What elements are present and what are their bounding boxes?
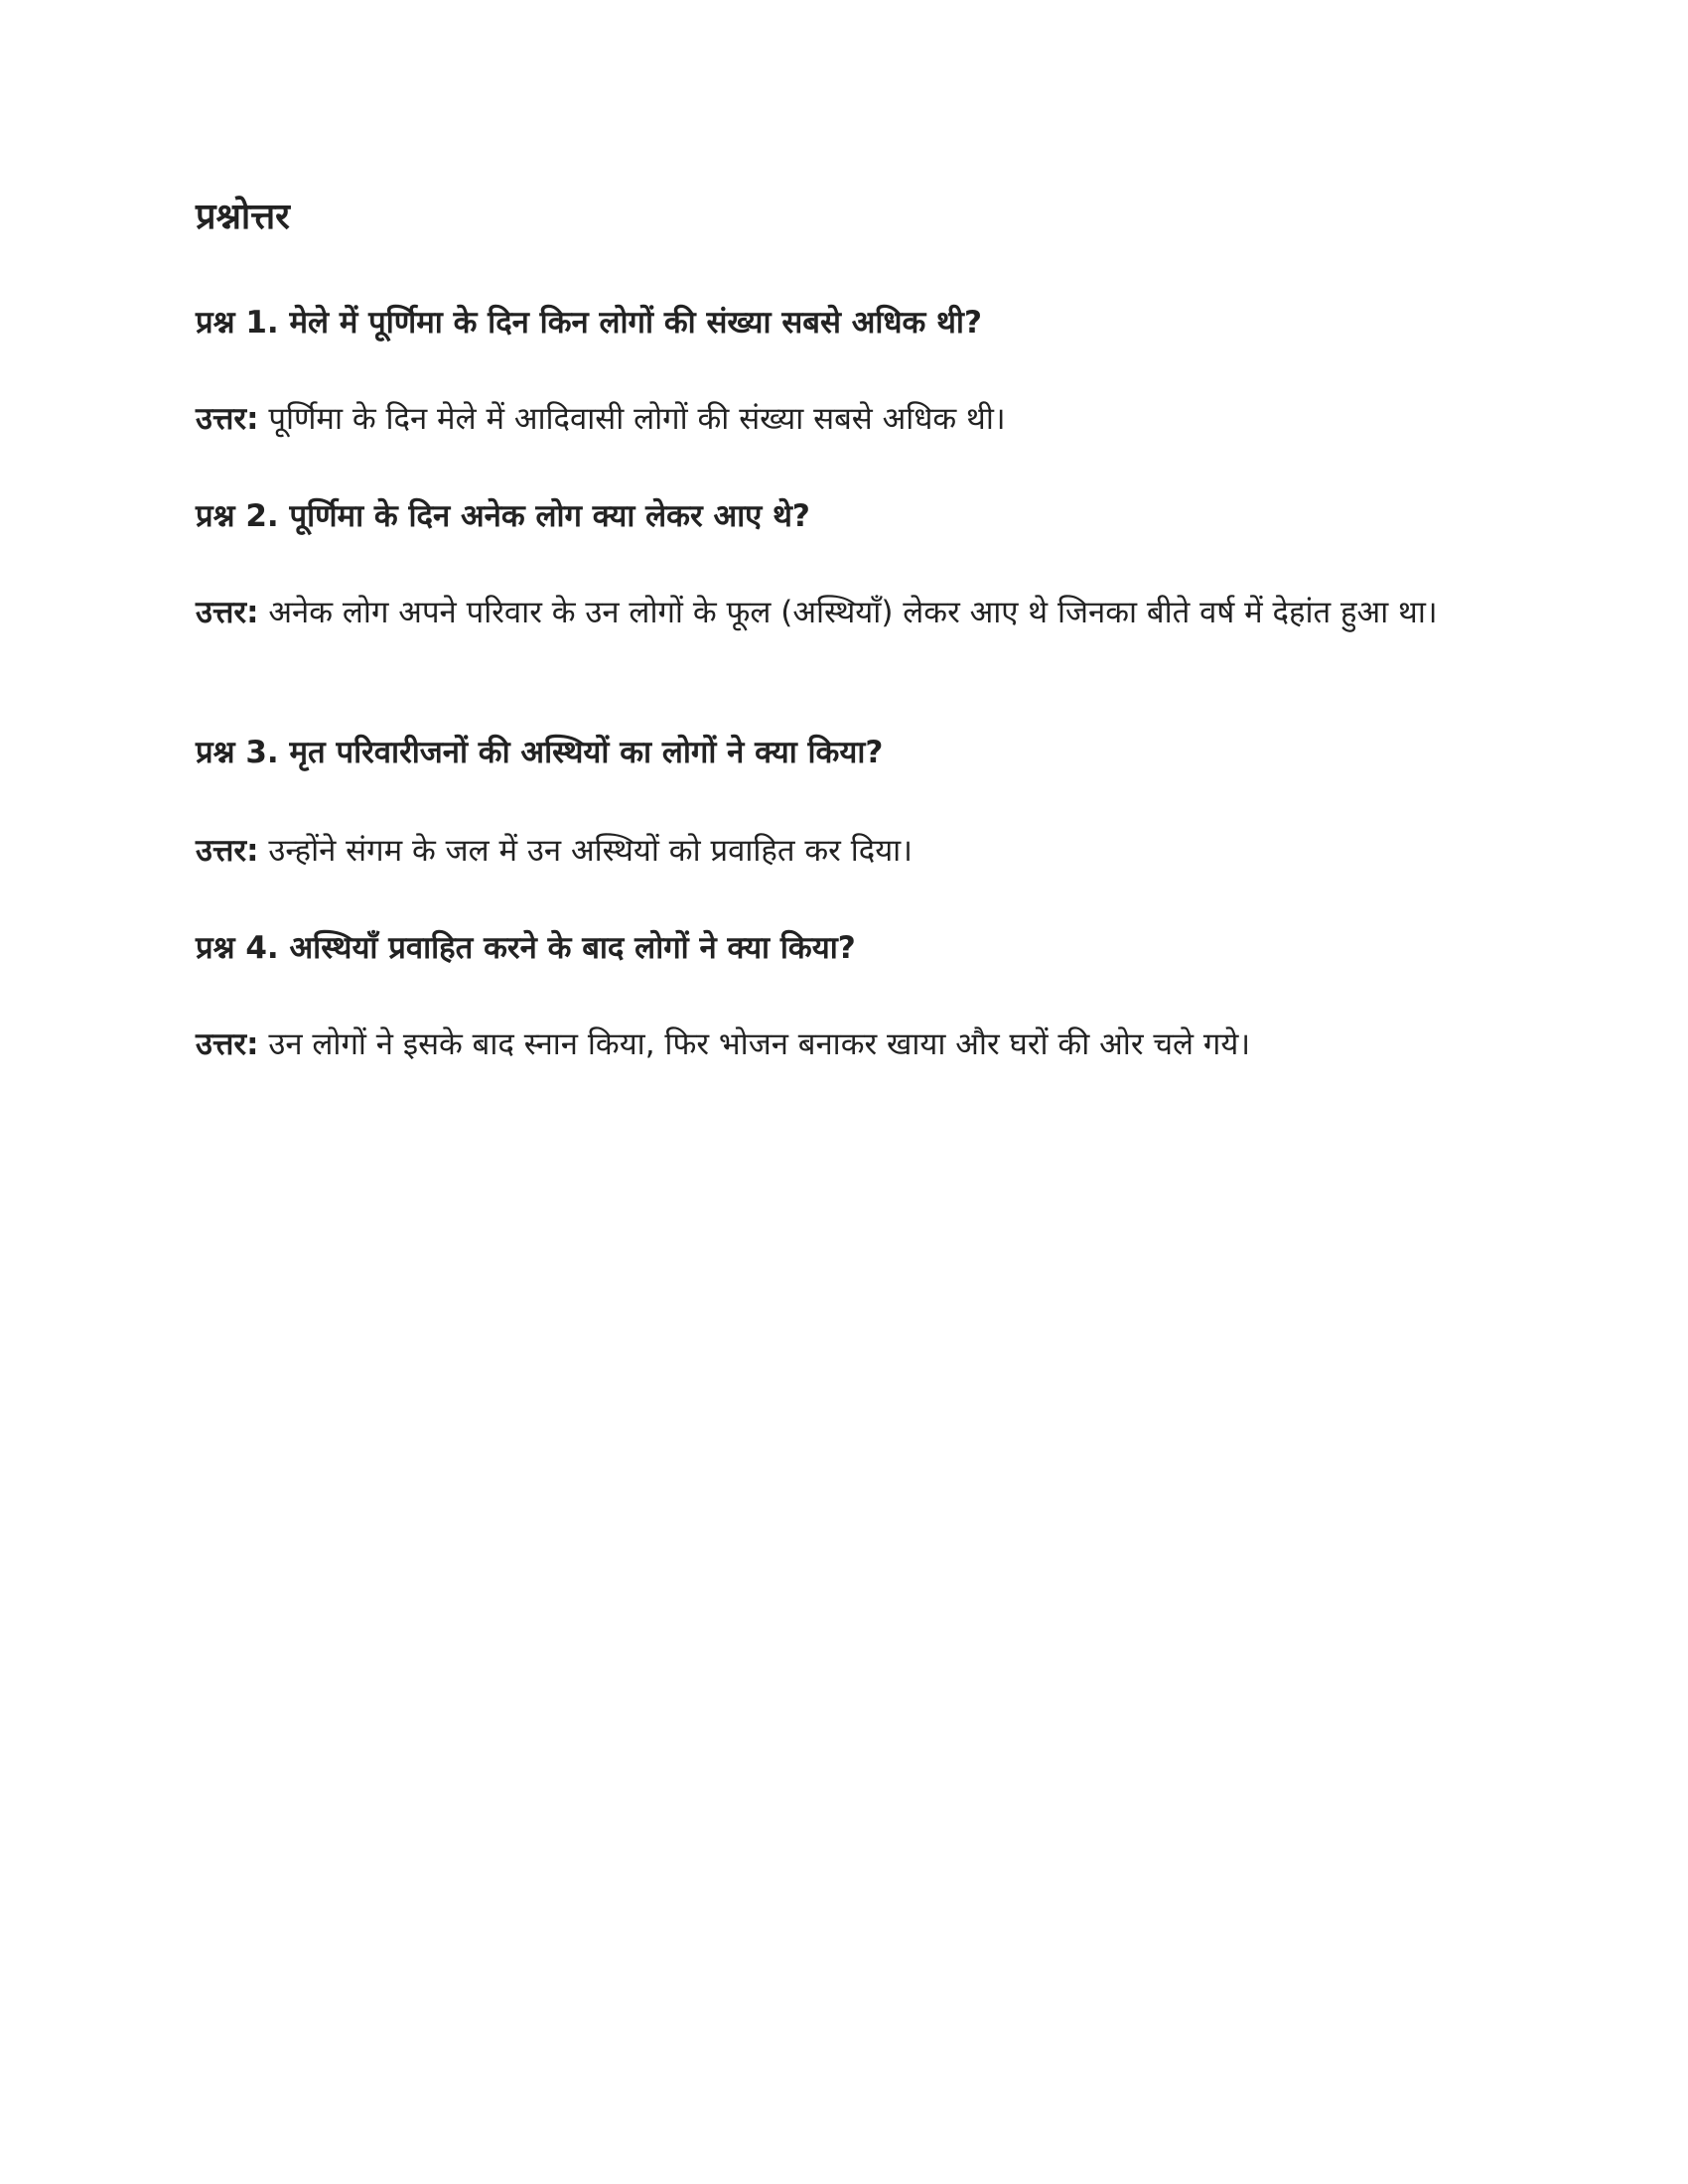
question-1: प्रश्न 1. मेले में पूर्णिमा के दिन किन लोगों की संख्या सबसे अधिक थी? bbox=[196, 305, 982, 341]
answer-label: उत्तर: bbox=[196, 833, 259, 869]
answer-4 bbox=[196, 1022, 1477, 1067]
answer-label: उत्तर: bbox=[196, 595, 259, 630]
answer-text: अनेक लोग अपने परिवार के उन लोगों के फूल (अस्थियाँ) लेकर आए थे जिनका बीते वर्ष में देहांत हुआ था। bbox=[268, 595, 1438, 630]
question-4: प्रश्न 4. अस्थियाँ प्रवाहित करने के बाद लोगों ने क्या किया? bbox=[196, 930, 856, 966]
answer-text: पूर्णिमा के दिन मेले में आदिवासी लोगों की संख्या सबसे अधिक थी। bbox=[268, 401, 1006, 437]
answer-text: उन्होंने संगम के जल में उन अस्थियों को प्रवाहित कर दिया। bbox=[268, 833, 913, 869]
answer-1 bbox=[196, 396, 1477, 442]
page-title: प्रश्नोत्तर bbox=[196, 197, 290, 237]
answer-3 bbox=[196, 828, 1477, 874]
answer-2 bbox=[196, 590, 1477, 635]
answer-label: उत्तर: bbox=[196, 401, 259, 437]
question-3: प्रश्न 3. मृत परिवारीजनों की अस्थियों का लोगों ने क्या किया? bbox=[196, 735, 884, 770]
question-2: प्रश्न 2. पूर्णिमा के दिन अनेक लोग क्या लेकर आए थे? bbox=[196, 498, 810, 534]
answer-label: उत्तर: bbox=[196, 1026, 259, 1062]
answer-text: उन लोगों ने इसके बाद स्नान किया, फिर भोजन बनाकर खाया और घरों की ओर चले गये। bbox=[268, 1026, 1251, 1062]
